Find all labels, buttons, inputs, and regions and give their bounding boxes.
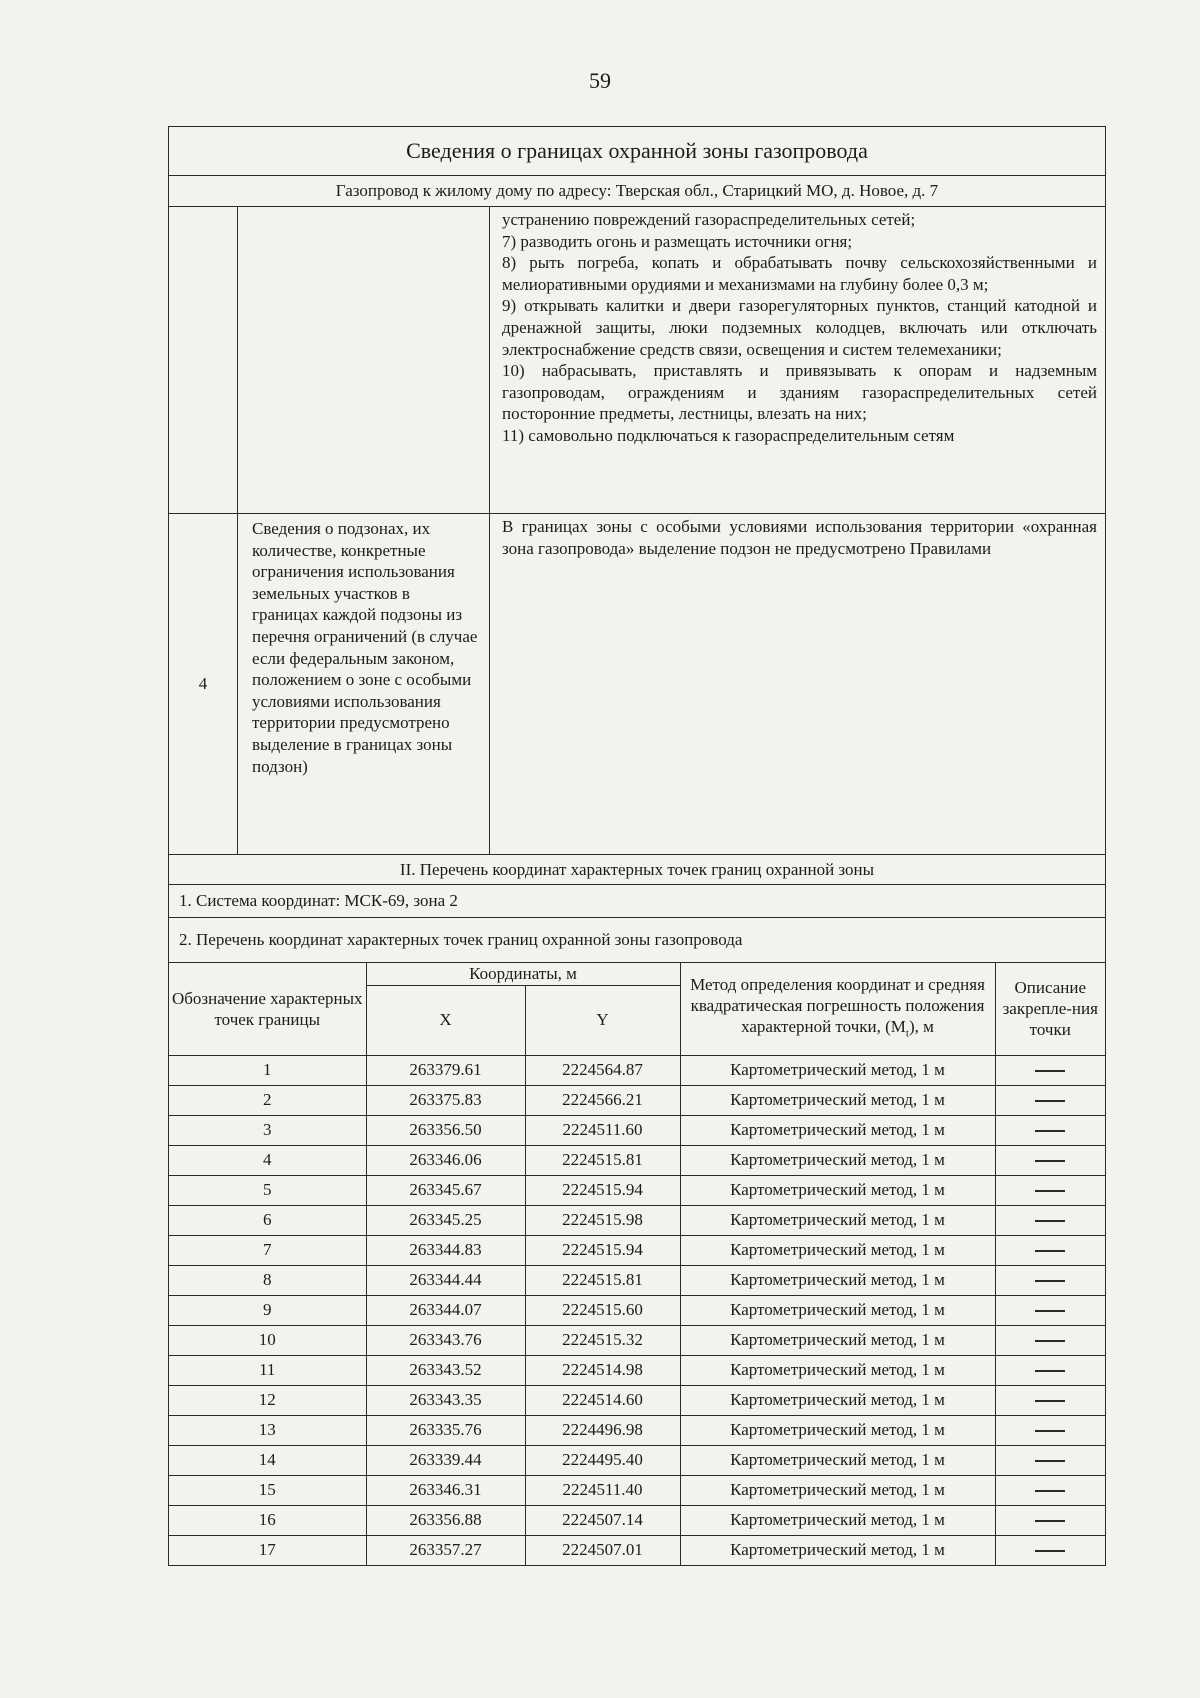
table-row [169,1505,1105,1535]
coord-y-cell: 2224515.32 [525,1325,680,1355]
restrictions-text [490,207,1105,513]
fixing-column-header: Описание закрепле-ния точки [995,963,1105,1055]
table-row [169,1475,1105,1505]
point-id-cell: 8 [169,1265,366,1295]
table-row [169,1115,1105,1145]
document-title: Сведения о границах охранной зоны газопровода [169,127,1105,176]
coord-x-cell: 263375.83 [366,1085,525,1115]
coord-y-cell: 2224511.40 [525,1475,680,1505]
coord-x-cell: 263343.52 [366,1355,525,1385]
coord-x-cell: 263357.27 [366,1535,525,1565]
dash-mark [1035,1550,1065,1552]
coord-y-cell: 2224515.81 [525,1145,680,1175]
table-row [169,1175,1105,1205]
method-cell: Картометрический метод, 1 м [680,1535,995,1565]
fixing-cell [995,1145,1105,1175]
table-row [169,1055,1105,1085]
coordinates-table [169,963,1105,1565]
point-id-cell: 10 [169,1325,366,1355]
method-cell: Картометрический метод, 1 м [680,1205,995,1235]
table-row [169,1355,1105,1385]
method-cell: Картометрический метод, 1 м [680,1355,995,1385]
fixing-cell [995,1355,1105,1385]
dash-mark [1035,1220,1065,1222]
point-id-cell: 7 [169,1235,366,1265]
table-row [169,1445,1105,1475]
point-id-cell: 15 [169,1475,366,1505]
table-row [169,1205,1105,1235]
coord-y-cell: 2224511.60 [525,1115,680,1145]
coordinates-list-title: 2. Перечень координат характерных точек границ охранной зоны газопровода [169,918,1105,963]
fixing-cell [995,1175,1105,1205]
coord-y-cell: 2224515.94 [525,1235,680,1265]
pipeline-address: Газопровод к жилому дому по адресу: Тверская обл., Старицкий МО, д. Новое, д. 7 [169,176,1105,207]
dash-mark [1035,1280,1065,1282]
point-column-header: Обозначение характерных точек границы [169,963,366,1055]
method-cell: Картометрический метод, 1 м [680,1505,995,1535]
coord-y-cell: 2224496.98 [525,1415,680,1445]
method-cell: Картометрический метод, 1 м [680,1415,995,1445]
fixing-cell [995,1535,1105,1565]
dash-mark [1035,1490,1065,1492]
coord-x-cell: 263345.67 [366,1175,525,1205]
fixing-cell [995,1115,1105,1145]
subzones-description: Сведения о подзонах, их количестве, конкретные ограничения использования земельных участков в границах каждой подзоны из перечня ограничений (в случае если федеральным законом, положением о зоне с особыми условиями использования территории предусмотрено выделение в границах зоны подзон) [238,514,490,854]
coord-x-cell: 263346.06 [366,1145,525,1175]
y-column-header: Y [525,985,680,1055]
restrictions-desc-cell [238,207,490,513]
dash-mark [1035,1250,1065,1252]
method-cell: Картометрический метод, 1 м [680,1175,995,1205]
fixing-cell [995,1295,1105,1325]
point-id-cell: 11 [169,1355,366,1385]
restriction-line: 7) разводить огонь и размещать источники огня; [502,231,853,251]
point-id-cell: 2 [169,1085,366,1115]
fixing-cell [995,1325,1105,1355]
table-row [169,1235,1105,1265]
fixing-cell [995,1385,1105,1415]
coord-y-cell: 2224514.98 [525,1355,680,1385]
coord-x-cell: 263343.35 [366,1385,525,1415]
table-row [169,1265,1105,1295]
subzones-number: 4 [169,514,238,854]
table-row [169,1415,1105,1445]
method-cell: Картометрический метод, 1 м [680,1235,995,1265]
method-column-header: Метод определения координат и средняя квадратическая погрешность положения характерной точки, $(M_t)$, м [680,963,995,1055]
method-cell: Картометрический метод, 1 м [680,1055,995,1085]
coord-x-cell: 263346.31 [366,1475,525,1505]
method-cell: Картометрический метод, 1 м [680,1085,995,1115]
dash-mark [1035,1340,1065,1342]
coord-y-cell: 2224507.01 [525,1535,680,1565]
table-row [169,1325,1105,1355]
coord-x-cell: 263379.61 [366,1055,525,1085]
fixing-cell [995,1415,1105,1445]
table-row [169,1385,1105,1415]
dash-mark [1035,1460,1065,1462]
point-id-cell: 17 [169,1535,366,1565]
dash-mark [1035,1430,1065,1432]
coord-y-cell: 2224507.14 [525,1505,680,1535]
coord-x-cell: 263344.44 [366,1265,525,1295]
method-cell: Картометрический метод, 1 м [680,1115,995,1145]
point-id-cell: 14 [169,1445,366,1475]
point-id-cell: 5 [169,1175,366,1205]
coordinates-table-wrap [169,963,1105,1565]
coord-x-cell: 263356.88 [366,1505,525,1535]
subzones-text: В границах зоны с особыми условиями использования территории «охранная зона газопровода» выделение подзон не предусмотрено Правилами [502,517,1097,558]
subzones-row [169,514,1105,855]
restrictions-row [169,207,1105,514]
fixing-cell [995,1475,1105,1505]
point-id-cell: 1 [169,1055,366,1085]
coord-y-cell: 2224515.60 [525,1295,680,1325]
coord-x-cell: 263344.07 [366,1295,525,1325]
coord-x-cell: 263335.76 [366,1415,525,1445]
coord-y-cell: 2224495.40 [525,1445,680,1475]
dash-mark [1035,1070,1065,1072]
point-id-cell: 6 [169,1205,366,1235]
coord-x-cell: 263344.83 [366,1235,525,1265]
coord-y-cell: 2224515.94 [525,1175,680,1205]
method-cell: Картометрический метод, 1 м [680,1265,995,1295]
coord-y-cell: 2224515.81 [525,1265,680,1295]
fixing-cell [995,1445,1105,1475]
point-id-cell: 16 [169,1505,366,1535]
coords-column-header: Координаты, м [366,963,680,985]
table-row [169,1145,1105,1175]
method-cell: Картометрический метод, 1 м [680,1385,995,1415]
coord-y-cell: 2224514.60 [525,1385,680,1415]
table-row [169,1085,1105,1115]
fixing-cell [995,1235,1105,1265]
method-cell: Картометрический метод, 1 м [680,1295,995,1325]
coord-y-cell: 2224566.21 [525,1085,680,1115]
method-cell: Картометрический метод, 1 м [680,1445,995,1475]
fixing-cell [995,1055,1105,1085]
page-number: 59 [589,68,611,93]
point-id-cell: 12 [169,1385,366,1415]
restriction-line: 9) открывать калитки и двери газорегуляторных пунктов, станций катодной и дренажной защиты, люки подземных колодцев, включать или отключать электроснабжение средств связи, освещения и систем телемеханики; [502,296,1097,359]
fixing-cell [995,1085,1105,1115]
table-row [169,1535,1105,1565]
table-row [169,1295,1105,1325]
dash-mark [1035,1310,1065,1312]
point-id-cell: 4 [169,1145,366,1175]
dash-mark [1035,1130,1065,1132]
point-id-cell: 13 [169,1415,366,1445]
dash-mark [1035,1160,1065,1162]
dash-mark [1035,1520,1065,1522]
restriction-line: устранению повреждений газораспределительных сетей; [502,210,916,229]
method-cell: Картометрический метод, 1 м [680,1475,995,1505]
fixing-cell [995,1265,1105,1295]
x-column-header: X [366,985,525,1055]
point-id-cell: 9 [169,1295,366,1325]
coord-x-cell: 263356.50 [366,1115,525,1145]
fixing-cell [995,1505,1105,1535]
dash-mark [1035,1370,1065,1372]
restrictions-number-cell [169,207,238,513]
point-id-cell: 3 [169,1115,366,1145]
restriction-line: 11) самовольно подключаться к газораспределительным сетям [502,425,955,445]
section-title: II. Перечень координат характерных точек границ охранной зоны [169,855,1105,885]
coordinate-system: 1. Система координат: МСК-69, зона 2 [169,885,1105,918]
dash-mark [1035,1190,1065,1192]
method-cell: Картометрический метод, 1 м [680,1325,995,1355]
fixing-cell [995,1205,1105,1235]
dash-mark [1035,1100,1065,1102]
zone-info-frame [168,126,1106,1566]
restriction-line: 10) набрасывать, приставлять и привязывать к опорам и надземным газопроводам, ограждениям и зданиям газораспределительных сетей посторонние предметы, лестницы, влезать на них; [502,361,1097,424]
coord-x-cell: 263343.76 [366,1325,525,1355]
coord-y-cell: 2224564.87 [525,1055,680,1085]
method-cell: Картометрический метод, 1 м [680,1145,995,1175]
coord-y-cell: 2224515.98 [525,1205,680,1235]
coord-x-cell: 263345.25 [366,1205,525,1235]
dash-mark [1035,1400,1065,1402]
restriction-line: 8) рыть погреба, копать и обрабатывать почву сельскохозяйственными и мелиоративными орудиями и механизмами на глубину более 0,3 м; [502,253,1097,294]
coord-x-cell: 263339.44 [366,1445,525,1475]
